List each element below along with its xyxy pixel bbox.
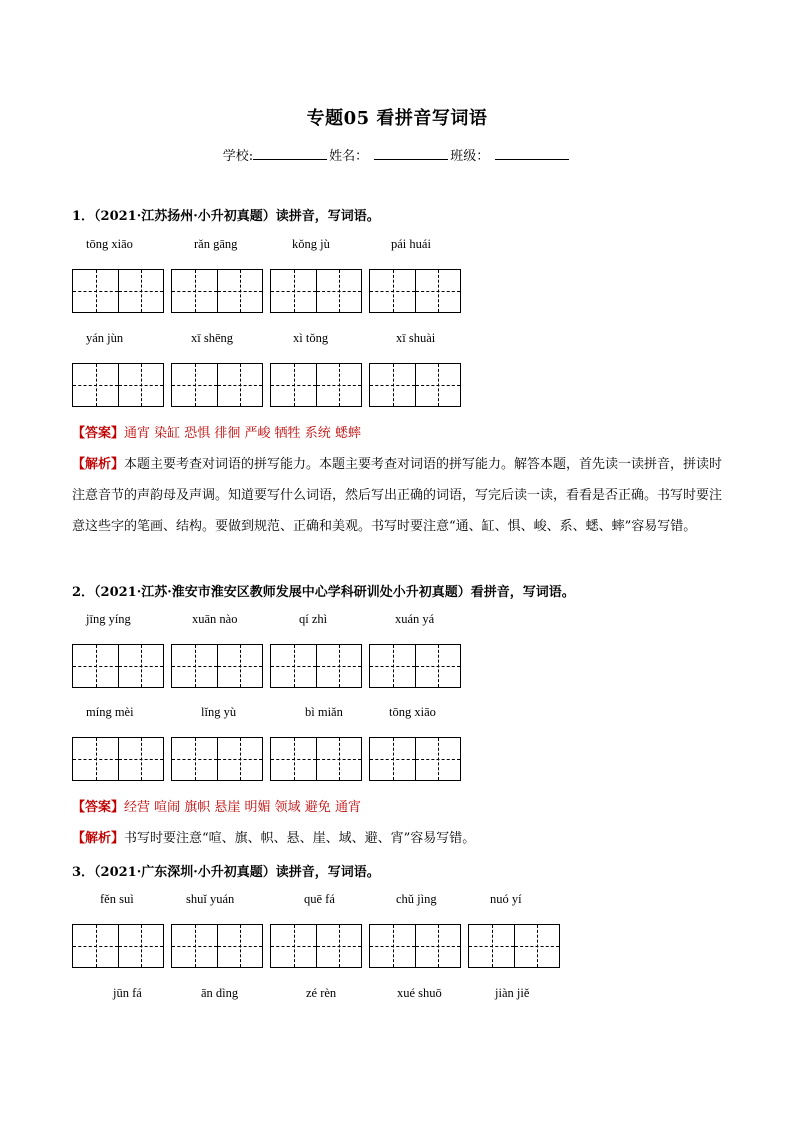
writing-grid[interactable] bbox=[72, 924, 164, 968]
question-2-title: 2．（2021·江苏·淮安市淮安区教师发展中心学科研训处小升初真题）看拼音，写词语。 bbox=[72, 585, 575, 600]
writing-grid[interactable] bbox=[171, 644, 263, 688]
pinyin: kǒng jù bbox=[292, 237, 330, 251]
writing-grid[interactable] bbox=[171, 269, 263, 313]
page-title: 专题05 看拼音写词语 bbox=[306, 108, 488, 129]
pinyin: bì miǎn bbox=[305, 705, 343, 719]
pinyin: xì tǒng bbox=[293, 331, 329, 345]
answer-block-2 bbox=[72, 792, 732, 854]
writing-grid[interactable] bbox=[270, 644, 362, 688]
pinyin: qí zhì bbox=[299, 612, 328, 626]
pinyin: zé rèn bbox=[306, 986, 337, 1000]
pinyin: fěn suì bbox=[100, 892, 134, 906]
school-label: 学校: bbox=[222, 149, 254, 164]
writing-grid[interactable] bbox=[270, 924, 362, 968]
writing-grid[interactable] bbox=[369, 737, 461, 781]
question-3-title: 3．（2021·广东深圳·小升初真题）读拼音，写词语。 bbox=[72, 865, 380, 880]
writing-grid[interactable] bbox=[369, 644, 461, 688]
pinyin: ān dìng bbox=[201, 986, 239, 1000]
analysis-text: 书写时要注意“喧、旗、帜、悬、崖、域、避、宵”容易写错。 bbox=[124, 831, 476, 846]
pinyin: lǐng yù bbox=[201, 705, 237, 719]
pinyin: rǎn gāng bbox=[194, 237, 238, 251]
pinyin: jīng yíng bbox=[86, 612, 131, 626]
writing-grid[interactable] bbox=[369, 363, 461, 407]
class-label: 班级： bbox=[450, 149, 490, 164]
pinyin: pái huái bbox=[391, 237, 431, 251]
writing-grid[interactable] bbox=[270, 363, 362, 407]
pinyin: yán jùn bbox=[86, 331, 124, 345]
writing-grid[interactable] bbox=[72, 269, 164, 313]
writing-grid[interactable] bbox=[468, 924, 560, 968]
analysis-tag: 【解析】 bbox=[72, 457, 125, 472]
student-info-line bbox=[0, 145, 794, 164]
analysis-text: 本题主要考查对词语的拼写能力。本题主要考查对词语的拼写能力。解答本题，首先读一读拼音，拼读时注意音节的声韵母及声调。知道要写什么词语，然后写出正确的词语，写完后读一读，看看是否正确。书写时要注意这些字的笔画、结构。要做到规范、正确和美观。书写时要注意“通、缸、惧、峻、系、蟋、蟀”容易写错。 bbox=[72, 457, 723, 534]
analysis-tag: 【解析】 bbox=[72, 831, 125, 846]
answer-text: 通宵 染缸 恐惧 徘徊 严峻 牺牲 系统 蟋蟀 bbox=[124, 426, 361, 441]
pinyin: shuǐ yuán bbox=[186, 892, 235, 906]
answer-tag: 【答案】 bbox=[72, 426, 125, 441]
writing-grid[interactable] bbox=[171, 363, 263, 407]
question-1-title: 1．（2021·江苏扬州·小升初真题）读拼音，写词语。 bbox=[72, 209, 380, 224]
school-blank bbox=[253, 147, 327, 160]
writing-grid[interactable] bbox=[171, 737, 263, 781]
writing-grid[interactable] bbox=[171, 924, 263, 968]
writing-grid[interactable] bbox=[369, 269, 461, 313]
pinyin: míng mèi bbox=[86, 705, 134, 719]
pinyin: jiàn jiě bbox=[495, 986, 530, 1000]
pinyin: nuó yí bbox=[490, 892, 522, 906]
answer-text: 经营 喧闹 旗帜 悬崖 明媚 领域 避免 通宵 bbox=[124, 800, 361, 815]
writing-grid[interactable] bbox=[72, 737, 164, 781]
pinyin: xī shuài bbox=[396, 331, 436, 345]
pinyin: xué shuō bbox=[397, 986, 442, 1000]
pinyin: chǔ jìng bbox=[396, 892, 437, 906]
answer-block-1 bbox=[72, 418, 732, 542]
name-blank bbox=[374, 147, 448, 160]
pinyin: tōng xiāo bbox=[389, 705, 436, 719]
writing-grid[interactable] bbox=[72, 363, 164, 407]
answer-tag: 【答案】 bbox=[72, 800, 125, 815]
pinyin: jūn fá bbox=[113, 986, 142, 1000]
pinyin: xī shēng bbox=[191, 331, 234, 345]
class-blank bbox=[495, 147, 569, 160]
pinyin: tōng xiāo bbox=[86, 237, 133, 251]
pinyin: xuān nào bbox=[192, 612, 238, 626]
name-label: 姓名： bbox=[329, 149, 369, 164]
writing-grid[interactable] bbox=[369, 924, 461, 968]
pinyin: quē fá bbox=[304, 892, 335, 906]
writing-grid[interactable] bbox=[72, 644, 164, 688]
writing-grid[interactable] bbox=[270, 269, 362, 313]
writing-grid[interactable] bbox=[270, 737, 362, 781]
pinyin: xuán yá bbox=[395, 612, 435, 626]
